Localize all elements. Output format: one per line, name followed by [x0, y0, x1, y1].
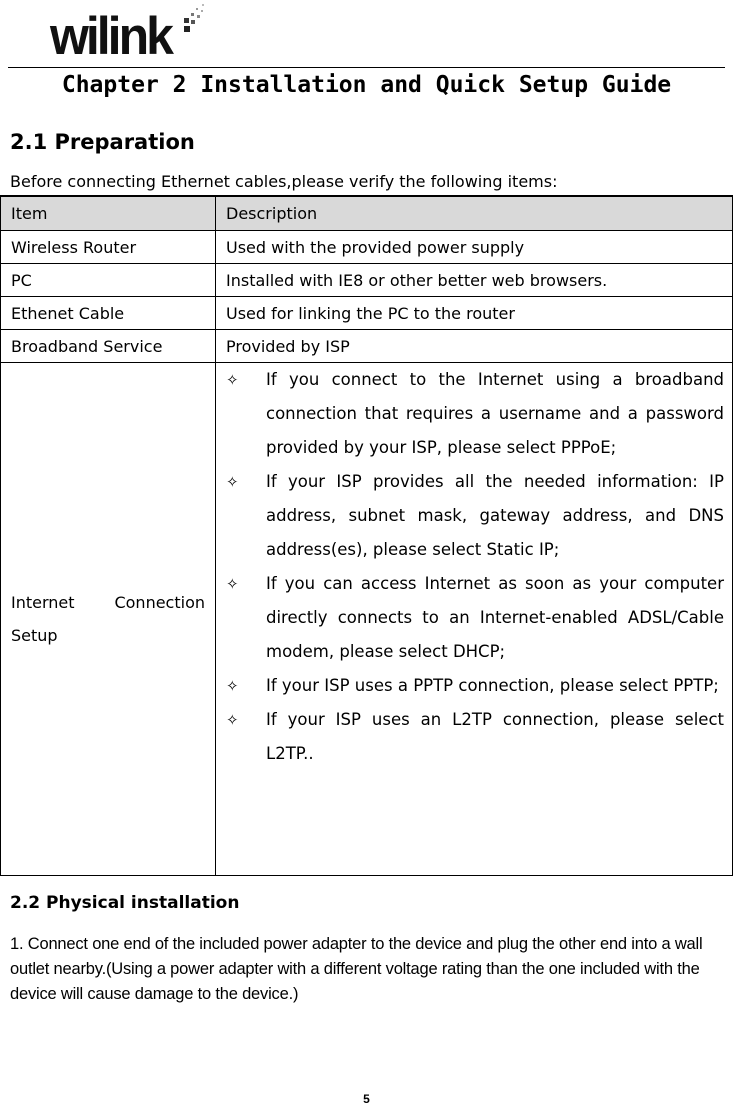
wilink-logo [50, 6, 210, 66]
bullet-text-dhcp: If you can access Internet as soon as your computer directly connects to an Internet-enabled ADSL/Cable modem, please select DHCP; [266, 574, 724, 661]
preparation-intro: Before connecting Ethernet cables,please verify the following items: [10, 172, 558, 191]
installation-step [10, 932, 725, 1007]
column-header-description: Description [216, 196, 733, 231]
cell-item: Ethenet Cable [1, 297, 216, 330]
list-item [226, 669, 724, 703]
cell-item: PC [1, 264, 216, 297]
chapter-title: Chapter 2 Installation and Quick Setup Guide [61, 72, 672, 98]
section-title-physical-installation: 2.2 Physical installation [10, 893, 240, 913]
table-row [1, 264, 733, 297]
column-header-item: Item [1, 196, 216, 231]
header-divider [8, 67, 725, 68]
cell-item: Broadband Service [1, 330, 216, 363]
cell-item: Wireless Router [1, 231, 216, 264]
cell-description: Used with the provided power supply [216, 231, 733, 264]
bullet-text-pppoe: If you connect to the Internet using a broadband connection that requires a username and a password provided by your ISP, please select PPPoE; [266, 370, 724, 457]
step-text: Connect one end of the included power adapter to the device and plug the other end into a wall outlet nearby.(Using a power adapter with a different voltage rating than the one included with the device will cause damage to the device.) [10, 935, 703, 1003]
cell-description: Installed with IE8 or other better web browsers. [216, 264, 733, 297]
cell-description-bullets [216, 363, 733, 876]
table-row [1, 330, 733, 363]
page-number: 5 [363, 1092, 370, 1106]
logo-wordmark: wilink [50, 6, 171, 66]
table-row [1, 231, 733, 264]
four-point-star-bullet-icon: ✧ [226, 711, 239, 729]
four-point-star-bullet-icon: ✧ [226, 677, 239, 695]
table-header-row [1, 196, 733, 231]
list-item [226, 465, 724, 567]
bullet-text-pptp: If your ISP uses a PPTP connection, please select PPTP; [266, 676, 719, 695]
four-point-star-bullet-icon: ✧ [226, 575, 239, 593]
list-item [226, 567, 724, 669]
cell-item: Internet Connection Setup [1, 363, 216, 876]
table-row-internet-connection [1, 363, 733, 876]
cell-description: Used for linking the PC to the router [216, 297, 733, 330]
logo-dots-icon [178, 4, 208, 40]
table-row [1, 297, 733, 330]
cell-description: Provided by ISP [216, 330, 733, 363]
bullet-text-static-ip: If your ISP provides all the needed information: IP address, subnet mask, gateway address, and DNS address(es), please select Static IP; [266, 472, 724, 559]
four-point-star-bullet-icon: ✧ [226, 371, 239, 389]
section-title-preparation: 2.1 Preparation [10, 130, 195, 154]
step-number: 1. [10, 935, 24, 953]
preparation-table [0, 195, 733, 876]
list-item [226, 703, 724, 771]
list-item [226, 363, 724, 465]
four-point-star-bullet-icon: ✧ [226, 473, 239, 491]
bullet-text-l2tp: If your ISP uses an L2TP connection, please select L2TP.. [266, 710, 724, 763]
